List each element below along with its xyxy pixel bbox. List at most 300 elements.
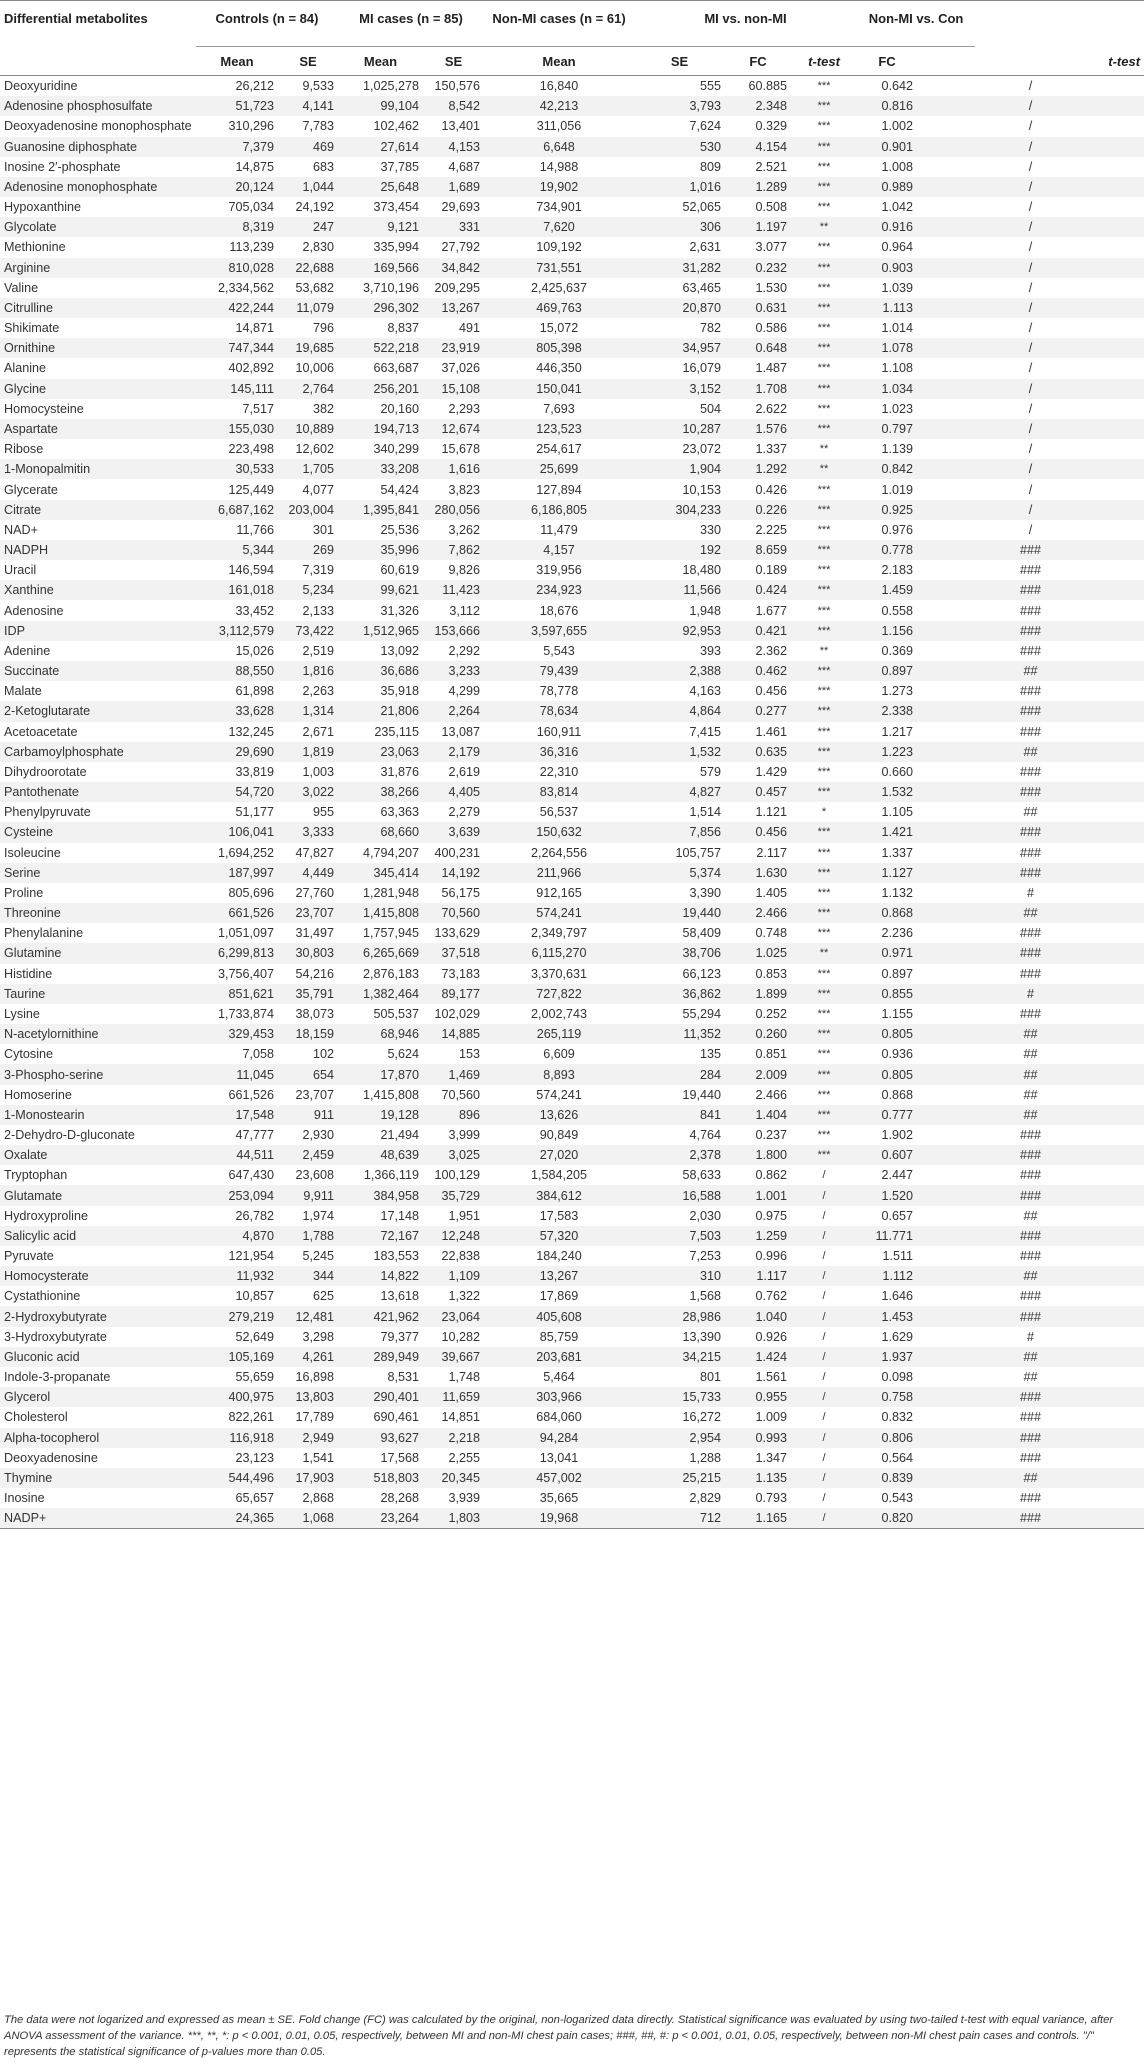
table-cell: 7,415 bbox=[689, 724, 722, 739]
table-cell: 18,676 bbox=[539, 603, 579, 618]
col-header-nonmi-se: SE bbox=[634, 47, 725, 76]
table-cell: 2.183 bbox=[881, 563, 914, 578]
table-cell: 1,469 bbox=[423, 1064, 484, 1084]
table-cell: 661,526 bbox=[228, 1087, 274, 1102]
table-cell: 5,344 bbox=[196, 540, 278, 560]
table-row bbox=[0, 76, 1144, 97]
table-row bbox=[0, 1246, 1144, 1266]
table-cell: 7,253 bbox=[689, 1249, 722, 1264]
table-cell: 3,112,579 bbox=[196, 621, 278, 641]
table-cell: *** bbox=[817, 765, 831, 778]
table-cell: *** bbox=[817, 80, 831, 93]
table-cell: ### bbox=[1020, 724, 1042, 739]
table-cell: 160,911 bbox=[536, 724, 582, 739]
table-cell: 2,334,562 bbox=[217, 280, 274, 295]
table-cell: / bbox=[791, 1387, 857, 1407]
table-cell: 28,268 bbox=[380, 1491, 419, 1506]
table-cell: 235,115 bbox=[374, 724, 419, 739]
table-cell: / bbox=[822, 1411, 826, 1424]
table-cell: 1,366,119 bbox=[363, 1168, 419, 1183]
table-cell: 2,133 bbox=[302, 603, 334, 618]
metabolite-name-cell: 1-Monostearin bbox=[0, 1105, 196, 1125]
table-cell: 23,608 bbox=[295, 1168, 334, 1183]
table-cell: 0.897 bbox=[881, 966, 914, 981]
metabolite-name-cell: Alanine bbox=[4, 361, 47, 376]
table-row bbox=[0, 762, 1144, 782]
table-cell: 51,177 bbox=[235, 805, 274, 820]
metabolite-name-cell: Inosine 2′-phosphate bbox=[4, 159, 121, 174]
table-cell: 0.989 bbox=[857, 177, 917, 197]
table-cell: 37,026 bbox=[441, 361, 481, 376]
table-cell: *** bbox=[817, 1129, 831, 1142]
table-cell: 19,902 bbox=[484, 177, 634, 197]
table-cell: ** bbox=[791, 459, 857, 479]
table-cell: 1,514 bbox=[689, 805, 722, 820]
table-cell: / bbox=[791, 1226, 857, 1246]
table-cell: 11,659 bbox=[423, 1387, 484, 1407]
table-cell: 3,390 bbox=[689, 885, 722, 900]
table-cell: 663,687 bbox=[373, 361, 419, 376]
table-cell: 57,320 bbox=[484, 1226, 634, 1246]
table-cell: 47,777 bbox=[235, 1128, 274, 1143]
table-cell: 5,624 bbox=[387, 1047, 419, 1062]
table-cell: 27,020 bbox=[484, 1145, 634, 1165]
table-cell: 8,531 bbox=[387, 1370, 419, 1385]
table-cell: 469,763 bbox=[484, 298, 634, 318]
table-cell: 2,378 bbox=[634, 1145, 725, 1165]
table-cell: 0.586 bbox=[755, 321, 788, 336]
table-cell: 125,449 bbox=[228, 482, 274, 497]
metabolite-name-cell: Valine bbox=[4, 280, 39, 295]
table-cell: 23,919 bbox=[423, 338, 484, 358]
table-cell: 1.405 bbox=[755, 885, 788, 900]
table-cell: 42,213 bbox=[484, 96, 634, 116]
table-cell: 422,244 bbox=[196, 298, 278, 318]
table-row bbox=[0, 1347, 1144, 1367]
table-cell: 105,757 bbox=[675, 845, 722, 860]
header-mi-vs-non-mi: MI vs. non-MI bbox=[634, 1, 857, 47]
metabolite-name-cell: Phenylalanine bbox=[4, 926, 84, 941]
table-cell: 296,302 bbox=[338, 298, 423, 318]
table-cell: 1.532 bbox=[857, 782, 917, 802]
table-cell: 0.964 bbox=[881, 240, 914, 255]
header-blank-name bbox=[0, 47, 196, 76]
table-cell: 0.839 bbox=[857, 1468, 917, 1488]
table-cell: 1,025,278 bbox=[362, 79, 419, 94]
table-cell: 3,370,631 bbox=[531, 966, 588, 981]
table-cell: 1.197 bbox=[725, 217, 791, 237]
table-cell: 841 bbox=[634, 1105, 725, 1125]
table-cell: 17,568 bbox=[380, 1450, 419, 1465]
col-header-controls-mean: Mean bbox=[196, 47, 278, 76]
table-cell: 734,901 bbox=[536, 200, 582, 215]
table-cell: 90,849 bbox=[539, 1128, 579, 1143]
table-cell: ### bbox=[917, 863, 1144, 883]
table-cell: 2.466 bbox=[725, 903, 791, 923]
table-row bbox=[0, 500, 1144, 520]
metabolite-name-cell: Hypoxanthine bbox=[4, 200, 82, 215]
table-cell: 7,783 bbox=[302, 119, 334, 134]
table-cell: 0.457 bbox=[725, 782, 791, 802]
table-cell: 14,885 bbox=[423, 1024, 484, 1044]
table-cell: 37,518 bbox=[423, 943, 484, 963]
table-cell: / bbox=[917, 379, 1144, 399]
table-cell: ### bbox=[1020, 1006, 1042, 1021]
table-cell: 11,352 bbox=[634, 1024, 725, 1044]
table-row bbox=[0, 540, 1144, 560]
table-cell: 647,430 bbox=[228, 1168, 274, 1183]
table-cell: / bbox=[822, 1290, 826, 1303]
table-cell: *** bbox=[791, 1145, 857, 1165]
table-cell: 1,948 bbox=[689, 603, 722, 618]
table-cell: 61,898 bbox=[235, 684, 274, 699]
table-cell: 4,870 bbox=[196, 1226, 278, 1246]
metabolite-name-cell: Arginine bbox=[0, 258, 196, 278]
table-cell: 0.648 bbox=[725, 338, 791, 358]
table-cell: *** bbox=[791, 580, 857, 600]
table-cell: 1.001 bbox=[725, 1185, 791, 1205]
table-row bbox=[0, 822, 1144, 842]
table-cell: 2,671 bbox=[302, 724, 334, 739]
table-cell: ### bbox=[1020, 926, 1042, 941]
table-cell: 1,395,841 bbox=[338, 500, 423, 520]
table-row bbox=[0, 1468, 1144, 1488]
table-cell: *** bbox=[817, 685, 831, 698]
table-cell: ## bbox=[917, 1105, 1144, 1125]
table-cell: 0.456 bbox=[725, 822, 791, 842]
table-cell: 801 bbox=[700, 1370, 722, 1385]
table-cell: 0.793 bbox=[755, 1491, 788, 1506]
table-cell: 15,733 bbox=[634, 1387, 725, 1407]
table-row bbox=[0, 258, 1144, 278]
table-cell: 0.855 bbox=[857, 984, 917, 1004]
table-cell: ## bbox=[1023, 1047, 1038, 1062]
table-cell: 911 bbox=[278, 1105, 338, 1125]
table-cell: 3,710,196 bbox=[362, 280, 419, 295]
table-cell: 150,576 bbox=[434, 79, 481, 94]
table-cell: 94,284 bbox=[484, 1428, 634, 1448]
table-cell: 4,827 bbox=[634, 782, 725, 802]
table-cell: * bbox=[821, 806, 827, 819]
table-cell: 184,240 bbox=[536, 1249, 582, 1264]
table-cell: 3,262 bbox=[448, 522, 481, 537]
table-cell: / bbox=[1028, 119, 1033, 134]
table-cell: 810,028 bbox=[196, 258, 278, 278]
table-cell: 331 bbox=[423, 217, 484, 237]
table-cell: / bbox=[1028, 442, 1033, 457]
table-cell: 13,626 bbox=[484, 1105, 634, 1125]
table-cell: ** bbox=[791, 943, 857, 963]
table-cell: 2,930 bbox=[302, 1128, 334, 1143]
header-row-groups bbox=[0, 1, 1144, 47]
table-cell: 12,602 bbox=[295, 442, 334, 457]
table-cell: 311,056 bbox=[536, 119, 582, 134]
table-cell: 52,649 bbox=[235, 1329, 274, 1344]
metabolite-name-cell: Homoserine bbox=[4, 1087, 72, 1102]
table-cell: 625 bbox=[312, 1289, 334, 1304]
table-cell: 0.976 bbox=[881, 522, 914, 537]
table-cell: 1.034 bbox=[857, 379, 917, 399]
table-cell: / bbox=[917, 217, 1144, 237]
table-cell: 19,440 bbox=[682, 1087, 722, 1102]
table-cell: 0.607 bbox=[857, 1145, 917, 1165]
table-cell: *** bbox=[791, 338, 857, 358]
table-cell: 1.009 bbox=[755, 1410, 788, 1425]
table-cell: ** bbox=[819, 644, 829, 657]
table-cell: *** bbox=[791, 96, 857, 116]
table-cell: 0.816 bbox=[857, 96, 917, 116]
table-cell: ### bbox=[1020, 1491, 1042, 1506]
table-cell: 0.277 bbox=[725, 701, 791, 721]
metabolite-name-cell: Deoxyuridine bbox=[4, 79, 78, 94]
table-cell: 3,112 bbox=[449, 603, 481, 618]
table-cell: 4,077 bbox=[302, 482, 334, 497]
table-cell: ## bbox=[1023, 1087, 1038, 1102]
table-cell: 0.462 bbox=[725, 661, 791, 681]
table-cell: 12,481 bbox=[278, 1306, 338, 1326]
table-cell: 7,058 bbox=[242, 1047, 274, 1062]
table-row bbox=[0, 943, 1144, 963]
table-cell: 0.851 bbox=[755, 1047, 788, 1062]
table-row bbox=[0, 1085, 1144, 1105]
table-cell: 851,621 bbox=[196, 984, 278, 1004]
table-row bbox=[0, 318, 1144, 338]
table-cell: *** bbox=[817, 483, 831, 496]
table-cell: 727,822 bbox=[484, 984, 634, 1004]
table-row bbox=[0, 439, 1144, 459]
table-cell: 26,212 bbox=[235, 79, 274, 94]
table-cell: 78,778 bbox=[539, 684, 579, 699]
table-cell: 1.002 bbox=[881, 119, 914, 134]
table-cell: 15,678 bbox=[441, 442, 481, 457]
table-row bbox=[0, 1367, 1144, 1387]
table-cell: 6,115,270 bbox=[484, 943, 634, 963]
table-cell: 3,022 bbox=[278, 782, 338, 802]
table-cell: 51,723 bbox=[196, 96, 278, 116]
table-cell: 3.077 bbox=[755, 240, 788, 255]
table-cell: 2.362 bbox=[755, 643, 788, 658]
table-cell: 1,584,205 bbox=[531, 1168, 588, 1183]
table-cell: 73,183 bbox=[441, 966, 481, 981]
table-cell: 38,706 bbox=[634, 943, 725, 963]
table-row bbox=[0, 1387, 1144, 1407]
metabolite-name-cell: Malate bbox=[4, 684, 42, 699]
table-cell: ### bbox=[917, 701, 1144, 721]
table-cell: 0.971 bbox=[857, 943, 917, 963]
table-cell: 0.925 bbox=[857, 500, 917, 520]
table-cell: 2,293 bbox=[448, 401, 481, 416]
table-cell: 1,109 bbox=[423, 1266, 484, 1286]
table-cell: 1,281,948 bbox=[362, 885, 419, 900]
table-cell: 1,003 bbox=[302, 764, 334, 779]
table-cell: *** bbox=[817, 402, 831, 415]
table-cell: 13,267 bbox=[423, 298, 484, 318]
table-cell: 2,263 bbox=[302, 684, 334, 699]
table-cell: *** bbox=[791, 782, 857, 802]
header-row-columns bbox=[0, 47, 1144, 76]
table-cell: 16,898 bbox=[295, 1370, 334, 1385]
metabolite-name-cell: Gluconic acid bbox=[0, 1347, 196, 1367]
table-cell: 4,157 bbox=[484, 540, 634, 560]
header-non-mi-cases: Non-MI cases (n = 61) bbox=[484, 1, 634, 47]
table-cell: 2,954 bbox=[634, 1428, 725, 1448]
table-cell: 2,179 bbox=[423, 742, 484, 762]
table-cell: 1.337 bbox=[881, 845, 914, 860]
table-cell: 2,876,183 bbox=[362, 966, 419, 981]
table-cell: 20,160 bbox=[380, 401, 419, 416]
table-cell: / bbox=[917, 500, 1144, 520]
table-cell: 1,044 bbox=[278, 177, 338, 197]
metabolite-name-cell: Adenosine phosphosulfate bbox=[0, 96, 196, 116]
table-cell: 1.800 bbox=[725, 1145, 791, 1165]
table-cell: 4,687 bbox=[448, 159, 481, 174]
table-cell: 85,759 bbox=[539, 1329, 579, 1344]
table-cell: 1,748 bbox=[448, 1370, 481, 1385]
table-cell: 690,461 bbox=[373, 1410, 419, 1425]
table-cell: 1.273 bbox=[881, 684, 914, 699]
table-row bbox=[0, 278, 1144, 298]
table-cell: *** bbox=[817, 604, 831, 617]
table-cell: 13,401 bbox=[441, 119, 481, 134]
table-cell: *** bbox=[791, 177, 857, 197]
table-body bbox=[0, 76, 1144, 1529]
table-cell: 3,152 bbox=[634, 379, 725, 399]
metabolite-name-cell: Acetoacetate bbox=[4, 724, 78, 739]
table-cell: 0.635 bbox=[725, 742, 791, 762]
table-cell: 382 bbox=[312, 401, 334, 416]
table-cell: 23,064 bbox=[423, 1306, 484, 1326]
table-cell: ### bbox=[917, 540, 1144, 560]
table-cell: 2,425,637 bbox=[531, 280, 588, 295]
table-row bbox=[0, 419, 1144, 439]
table-cell: 16,272 bbox=[682, 1410, 722, 1425]
table-row bbox=[0, 984, 1144, 1004]
table-cell: *** bbox=[817, 201, 831, 214]
table-cell: 135 bbox=[700, 1047, 722, 1062]
table-cell: 1,288 bbox=[689, 1450, 722, 1465]
table-cell: 344 bbox=[278, 1266, 338, 1286]
table-cell: 1.292 bbox=[725, 459, 791, 479]
table-cell: 345,414 bbox=[338, 863, 423, 883]
table-cell: 36,862 bbox=[634, 984, 725, 1004]
table-cell: / bbox=[822, 1451, 826, 1464]
table-row bbox=[0, 742, 1144, 762]
table-cell: 2.622 bbox=[755, 401, 788, 416]
metabolite-name-cell: Guanosine diphosphate bbox=[0, 137, 196, 157]
table-cell: 1,951 bbox=[448, 1208, 481, 1223]
table-cell: / bbox=[917, 177, 1144, 197]
table-cell: 3,823 bbox=[448, 482, 481, 497]
table-cell: 0.936 bbox=[881, 1047, 914, 1062]
table-cell: 1.019 bbox=[881, 482, 914, 497]
table-cell: 22,688 bbox=[278, 258, 338, 278]
table-cell: ### bbox=[917, 580, 1144, 600]
table-cell: 7,856 bbox=[634, 822, 725, 842]
table-cell: 36,316 bbox=[484, 742, 634, 762]
table-cell: 13,087 bbox=[441, 724, 481, 739]
table-cell: 17,789 bbox=[295, 1410, 334, 1425]
table-cell: 2,264 bbox=[423, 701, 484, 721]
table-cell: 0.853 bbox=[755, 966, 788, 981]
table-cell: 0.993 bbox=[725, 1428, 791, 1448]
table-cell: 1,322 bbox=[448, 1289, 481, 1304]
table-cell: 457,002 bbox=[484, 1468, 634, 1488]
table-cell: 12,248 bbox=[423, 1226, 484, 1246]
table-cell: *** bbox=[817, 1007, 831, 1020]
table-cell: ### bbox=[1020, 1410, 1042, 1425]
table-cell: 400,975 bbox=[196, 1387, 278, 1407]
table-cell: 4.154 bbox=[725, 137, 791, 157]
table-cell: 13,041 bbox=[539, 1450, 579, 1465]
table-cell: *** bbox=[817, 886, 831, 899]
table-cell: ### bbox=[917, 1508, 1144, 1529]
table-cell: 35,665 bbox=[539, 1491, 579, 1506]
table-cell: 0.797 bbox=[857, 419, 917, 439]
table-cell: ** bbox=[819, 443, 829, 456]
table-cell: *** bbox=[791, 137, 857, 157]
table-cell: 2.521 bbox=[755, 159, 788, 174]
table-cell: 13,390 bbox=[682, 1329, 722, 1344]
table-row bbox=[0, 1004, 1144, 1024]
table-cell: 1.217 bbox=[881, 724, 914, 739]
table-cell: 39,667 bbox=[423, 1347, 484, 1367]
table-cell: *** bbox=[817, 846, 831, 859]
table-cell: 3,333 bbox=[278, 822, 338, 842]
table-cell: 253,094 bbox=[196, 1185, 278, 1205]
table-cell: *** bbox=[817, 564, 831, 577]
table-cell: *** bbox=[791, 258, 857, 278]
metabolite-name-cell: 3-Hydroxybutyrate bbox=[4, 1329, 107, 1344]
table-cell: *** bbox=[817, 1088, 831, 1101]
table-cell: 0.424 bbox=[725, 580, 791, 600]
table-cell: 23,264 bbox=[338, 1508, 423, 1529]
table-cell: ### bbox=[1020, 1289, 1042, 1304]
metabolite-name-cell: NADPH bbox=[0, 540, 196, 560]
table-cell: ## bbox=[917, 1024, 1144, 1044]
table-cell: 2.447 bbox=[881, 1168, 914, 1183]
col-header-nonmi-vs-con-ttest: t-test bbox=[917, 47, 1144, 76]
table-cell: 393 bbox=[700, 643, 722, 658]
table-cell: 1.023 bbox=[881, 401, 914, 416]
table-cell: 330 bbox=[700, 522, 722, 537]
table-cell: 1,816 bbox=[278, 661, 338, 681]
table-row bbox=[0, 782, 1144, 802]
table-cell: 38,266 bbox=[338, 782, 423, 802]
table-row bbox=[0, 96, 1144, 116]
table-cell: 384,958 bbox=[338, 1185, 423, 1205]
table-cell: 0.868 bbox=[857, 903, 917, 923]
metabolite-name-cell: Proline bbox=[4, 885, 44, 900]
table-cell: 0.777 bbox=[857, 1105, 917, 1125]
metabolite-name-cell: Adenosine monophosphate bbox=[0, 177, 196, 197]
table-cell: 1.121 bbox=[755, 805, 788, 820]
table-cell: 0.260 bbox=[725, 1024, 791, 1044]
table-cell: 306 bbox=[634, 217, 725, 237]
table-cell: 1.629 bbox=[881, 1329, 914, 1344]
table-cell: 0.903 bbox=[857, 258, 917, 278]
table-cell: 15,026 bbox=[235, 643, 274, 658]
table-cell: 1.461 bbox=[755, 724, 788, 739]
table-cell: 34,957 bbox=[634, 338, 725, 358]
table-cell: # bbox=[1027, 885, 1035, 900]
table-cell: 809 bbox=[700, 159, 722, 174]
table-cell: 530 bbox=[634, 137, 725, 157]
table-cell: / bbox=[1028, 240, 1033, 255]
table-cell: 18,159 bbox=[278, 1024, 338, 1044]
table-cell: 26,782 bbox=[235, 1208, 274, 1223]
table-cell: 53,682 bbox=[295, 280, 334, 295]
table-cell: 1.561 bbox=[755, 1370, 788, 1385]
